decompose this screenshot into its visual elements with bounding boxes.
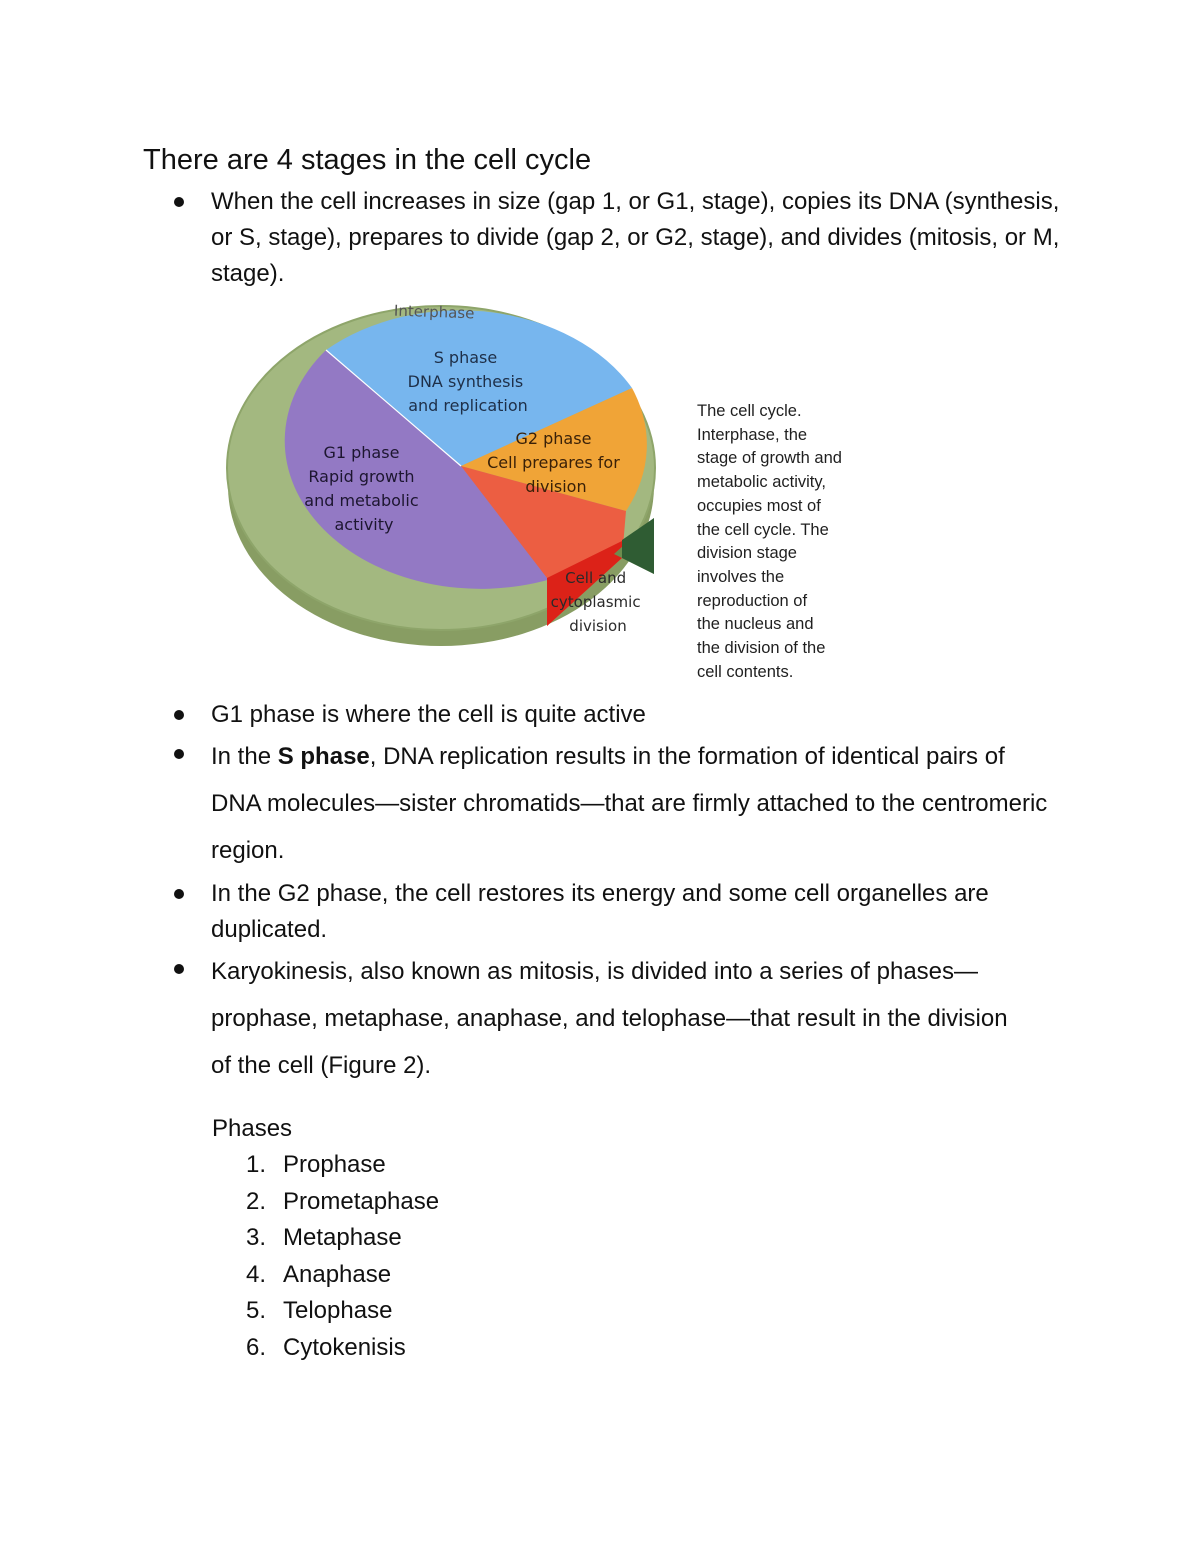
g2-phase-label: G2 phase Cell prepares for division [487, 429, 620, 496]
interphase-label: Interphase [393, 301, 475, 323]
bullet-g1 [174, 697, 1064, 733]
bullet-s-phase [174, 733, 1054, 874]
bullet-g1-text: G1 phase is where the cell is quite active [211, 701, 646, 728]
list-item: 3. Metaphase [246, 1224, 402, 1252]
list-item: 2. Prometaphase [246, 1187, 440, 1215]
list-item: 6. Cytokenisis [246, 1333, 406, 1361]
list-item: 5. Telophase [246, 1297, 393, 1325]
s-phase-label: S phase DNA synthesis and replication [407, 348, 528, 415]
bullet-g2-text: In the G2 phase, the cell restores its energy and some cell organelles are duplicated. [211, 880, 989, 943]
m-phase-label: Cell and cytoplasmic division [550, 569, 641, 635]
bullet-stages-text: When the cell increases in size (gap 1, or G1, stage), copies its DNA (synthesis, or S, stage), prepares to divide (gap 2, or G2, stage), and divides (mitosis, or M, stage). [211, 188, 1060, 287]
page-title: There are 4 stages in the cell cycle [143, 144, 592, 176]
figure-caption: The cell cycle. Interphase, the stage of growth and metabolic activity, occupies most of the cell cycle. The division stage involves the reproduction of the nucleus and the division of the cell contents. [697, 402, 842, 681]
list-item: 4. Anaphase [246, 1260, 392, 1288]
s-phase-bold: S phase [277, 743, 370, 770]
bullet-g2 [174, 876, 1074, 948]
phase-list [246, 1147, 439, 1367]
bullet-stages [174, 184, 1064, 292]
phases-heading: Phases [212, 1115, 293, 1142]
bullet-karyokinesis [174, 948, 1014, 1089]
bullet-s-phase-text [211, 733, 1054, 874]
s-phase-rest: , DNA replication results in the formation of identical pairs of DNA molecules—sister chromatids—that are firmly attached to the centromeric region. [211, 743, 1048, 864]
s-phase-prefix: In the [211, 743, 278, 770]
bullet-karyokinesis-text: Karyokinesis, also known as mitosis, is divided into a series of phases—prophase, metaphase, anaphase, and telophase—that result in the division of the cell (Figure 2). [211, 958, 1008, 1079]
g1-phase-label: G1 phase Rapid growth and metabolic activity [304, 443, 419, 534]
list-item: 1. Prophase [246, 1151, 386, 1178]
